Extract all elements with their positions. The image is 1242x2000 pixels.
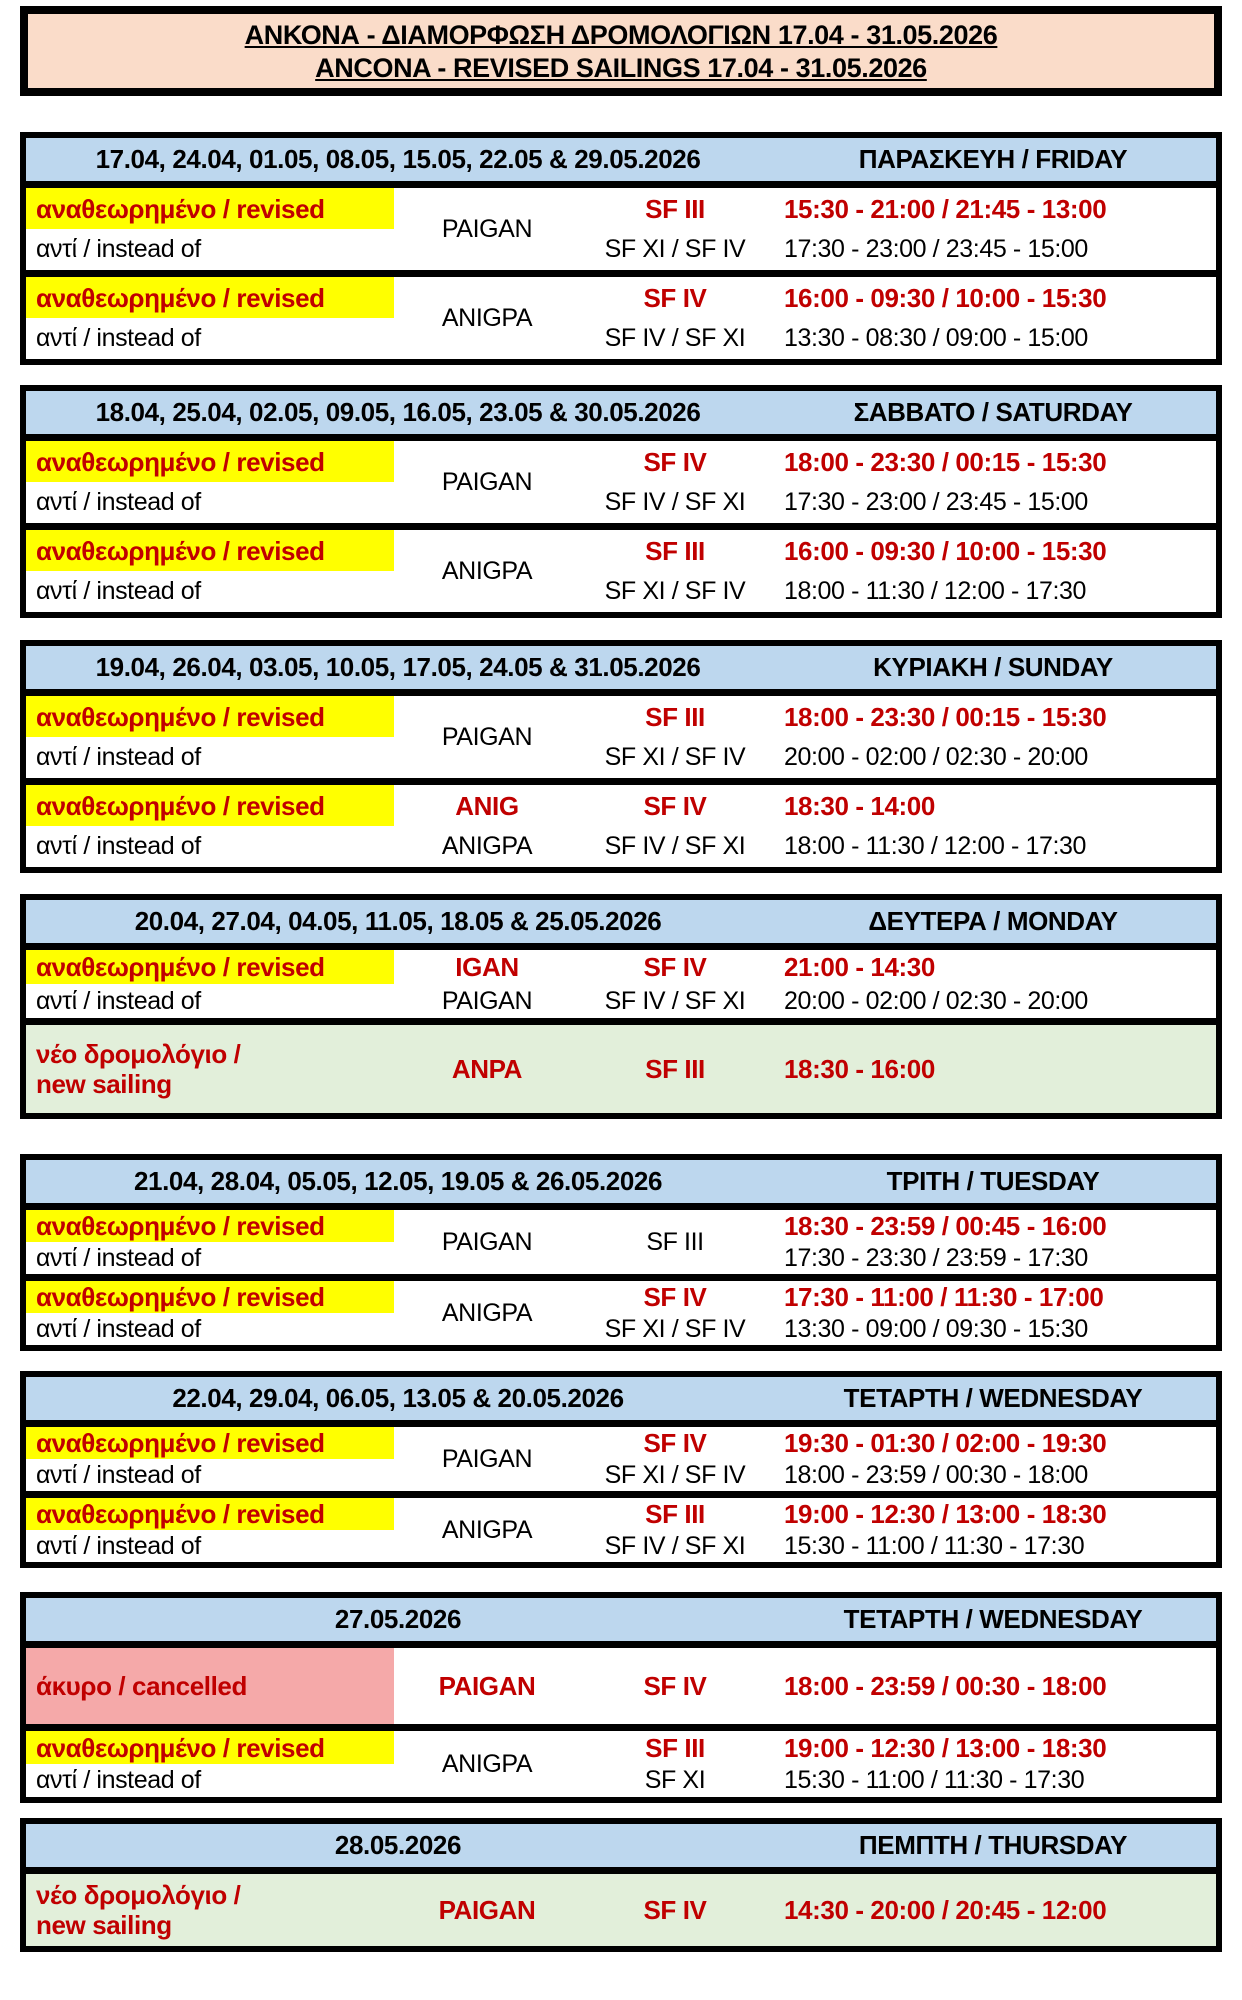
vessel-code: SF III <box>645 193 705 224</box>
sailing-times: 13:30 - 08:30 / 09:00 - 15:00 <box>784 324 1088 353</box>
document-title-greek: ΑΝΚΟΝΑ - ΔΙΑΜΟΡΦΩΣΗ ΔΡΟΜΟΛΟΓΙΩΝ 17.04 - 31.05.2026 <box>244 20 998 50</box>
schedule-section <box>20 1371 1222 1568</box>
status-label-text: αντί / instead of <box>36 1460 201 1489</box>
sailing-times: 18:00 - 11:30 / 12:00 - 17:30 <box>784 577 1087 606</box>
vessel-code: SF IV <box>643 1895 707 1926</box>
sailing-times: 18:00 - 23:30 / 00:15 - 15:30 <box>784 701 1107 732</box>
sailing-group <box>26 778 1216 867</box>
sailing-times: 20:00 - 02:00 / 02:30 - 20:00 <box>784 743 1088 772</box>
ship-name: ANIGPA <box>441 1298 533 1327</box>
sailing-group <box>26 1724 1216 1797</box>
status-label-text: αντί / instead of <box>36 1243 201 1272</box>
status-label-text: άκυρο / cancelled <box>36 1671 247 1702</box>
vessel-code: SF IV / SF XI <box>604 986 746 1015</box>
vessel-code: SF III <box>645 1499 705 1530</box>
section-dates: 28.05.2026 <box>334 1830 462 1861</box>
document-title-box <box>20 6 1222 96</box>
sailing-times: 18:00 - 23:30 / 00:15 - 15:30 <box>784 446 1107 477</box>
status-label <box>26 571 394 612</box>
section-dates: 21.04, 28.04, 05.05, 12.05, 19.05 & 26.05.2026 <box>133 1166 663 1197</box>
status-label-text: αναθεωρημένο / revised <box>36 1732 325 1763</box>
status-label-text: αντί / instead of <box>36 986 201 1015</box>
status-label-text: αναθεωρημένο / revised <box>36 790 325 821</box>
section-header <box>26 138 1216 188</box>
schedule-sections <box>20 132 1222 1952</box>
status-label <box>26 950 394 984</box>
status-label-text: αντί / instead of <box>36 235 201 264</box>
document-title-english: ANCONA - REVISED SAILINGS 17.04 - 31.05.2026 <box>315 53 927 84</box>
section-header <box>26 1377 1216 1427</box>
section-day: ΤΕΤΑΡΤΗ / WEDNESDAY <box>843 1604 1143 1635</box>
ship-name: PAIGAN <box>441 722 533 751</box>
section-day: ΔΕΥΤΕΡΑ / MONDAY <box>868 906 1118 937</box>
vessel-code: SF III <box>645 1054 705 1085</box>
status-label <box>26 1025 394 1113</box>
section-day: ΤΕΤΑΡΤΗ / WEDNESDAY <box>843 1383 1143 1414</box>
sailing-times: 14:30 - 20:00 / 20:45 - 12:00 <box>784 1895 1107 1926</box>
status-label <box>26 1498 394 1530</box>
ship-name: ANIGPA <box>441 556 533 585</box>
section-day: ΠΑΡΑΣΚΕΥΗ / FRIDAY <box>858 144 1128 175</box>
sailing-times: 13:30 - 09:00 / 09:30 - 15:30 <box>784 1314 1088 1343</box>
ship-name: ANIGPA <box>441 832 533 861</box>
status-label-text: αναθεωρημένο / revised <box>36 446 325 477</box>
status-label <box>26 1530 394 1562</box>
sailing-times: 17:30 - 23:00 / 23:45 - 15:00 <box>784 488 1088 517</box>
vessel-code: SF III <box>646 1227 704 1256</box>
status-label-text: νέο δρομολόγιο / <box>36 1038 241 1069</box>
schedule-section <box>20 132 1222 365</box>
status-label <box>26 277 394 318</box>
sailing-times: 18:30 - 14:00 <box>784 790 935 821</box>
status-label-text: νέο δρομολόγιο / <box>36 1879 241 1910</box>
sailing-times: 19:00 - 12:30 / 13:00 - 18:30 <box>784 1499 1107 1530</box>
status-label <box>26 1210 394 1242</box>
section-header <box>26 1598 1216 1648</box>
sailing-times: 15:30 - 11:00 / 11:30 - 17:30 <box>784 1766 1085 1795</box>
vessel-code: SF XI / SF IV <box>604 1460 746 1489</box>
sailing-group <box>26 1018 1216 1113</box>
sailing-times: 20:00 - 02:00 / 02:30 - 20:00 <box>784 986 1088 1015</box>
sailing-times: 18:00 - 23:59 / 00:30 - 18:00 <box>784 1460 1088 1489</box>
status-label <box>26 318 394 359</box>
vessel-code: SF XI <box>644 1766 706 1795</box>
sailing-group <box>26 696 1216 778</box>
sailing-times: 15:30 - 21:00 / 21:45 - 13:00 <box>784 193 1107 224</box>
ship-name: ANIGPA <box>441 303 533 332</box>
status-label-text: αντί / instead of <box>36 743 201 772</box>
ship-name: ANIGPA <box>441 1515 533 1544</box>
ship-name: PAIGAN <box>438 1671 536 1702</box>
status-label <box>26 1874 394 1946</box>
sailing-times: 19:00 - 12:30 / 13:00 - 18:30 <box>784 1732 1107 1763</box>
vessel-code: SF IV <box>643 1282 707 1313</box>
section-header <box>26 1160 1216 1210</box>
schedule-section <box>20 640 1222 873</box>
sailing-times: 21:00 - 14:30 <box>784 952 935 983</box>
sailing-times: 18:30 - 23:59 / 00:45 - 16:00 <box>784 1211 1107 1242</box>
status-label-text: αναθεωρημένο / revised <box>36 535 325 566</box>
vessel-code: SF IV / SF XI <box>604 1531 746 1560</box>
sailing-group <box>26 950 1216 1018</box>
sailing-times: 16:00 - 09:30 / 10:00 - 15:30 <box>784 535 1107 566</box>
sailing-group <box>26 1427 1216 1491</box>
sailing-times: 19:30 - 01:30 / 02:00 - 19:30 <box>784 1428 1107 1459</box>
status-label-text: αντί / instead of <box>36 324 201 353</box>
status-label-text: αντί / instead of <box>36 1766 201 1795</box>
section-dates: 19.04, 26.04, 03.05, 10.05, 17.05, 24.05 & 31.05.2026 <box>95 652 701 683</box>
section-header <box>26 1824 1216 1874</box>
sailing-group <box>26 1874 1216 1946</box>
status-label-text: αντί / instead of <box>36 832 201 861</box>
sailing-group <box>26 1274 1216 1345</box>
status-label <box>26 1648 394 1724</box>
status-label <box>26 188 394 229</box>
sailing-times: 17:30 - 11:00 / 11:30 - 17:00 <box>784 1282 1104 1313</box>
sailing-group <box>26 441 1216 523</box>
status-label-text: αντί / instead of <box>36 1314 201 1343</box>
status-label-text: αναθεωρημένο / revised <box>36 1499 325 1530</box>
vessel-code: SF XI / SF IV <box>604 743 746 772</box>
ship-name: PAIGAN <box>441 467 533 496</box>
status-label <box>26 1427 394 1459</box>
sailing-group <box>26 523 1216 612</box>
sailing-times: 18:00 - 11:30 / 12:00 - 17:30 <box>784 832 1087 861</box>
ship-name: PAIGAN <box>441 986 533 1015</box>
status-label-text: αναθεωρημένο / revised <box>36 1428 325 1459</box>
vessel-code: SF XI / SF IV <box>604 1314 746 1343</box>
status-label <box>26 785 394 826</box>
sailing-group <box>26 1648 1216 1724</box>
vessel-code: SF IV <box>643 446 707 477</box>
section-dates: 20.04, 27.04, 04.05, 11.05, 18.05 & 25.05.2026 <box>134 906 662 937</box>
vessel-code: SF III <box>645 535 705 566</box>
sailing-group <box>26 270 1216 359</box>
section-day: ΣΑΒΒΑΤΟ / SATURDAY <box>853 397 1133 428</box>
schedule-section <box>20 1592 1222 1803</box>
status-label <box>26 1459 394 1491</box>
status-label-text: αντί / instead of <box>36 488 201 517</box>
status-label-text: αναθεωρημένο / revised <box>36 282 325 313</box>
ship-name: ANPA <box>451 1054 523 1085</box>
vessel-code: SF IV / SF XI <box>604 832 746 861</box>
status-label-text: αναθεωρημένο / revised <box>36 952 325 983</box>
vessel-code: SF IV / SF XI <box>604 488 746 517</box>
status-label <box>26 696 394 737</box>
ship-name: PAIGAN <box>438 1895 536 1926</box>
vessel-code: SF IV <box>643 790 707 821</box>
section-day: ΠΕΜΠΤΗ / THURSDAY <box>858 1830 1128 1861</box>
ship-name: ANIG <box>455 790 519 821</box>
status-label <box>26 1281 394 1313</box>
status-label-text: αναθεωρημένο / revised <box>36 701 325 732</box>
sailing-group <box>26 1491 1216 1562</box>
vessel-code: SF IV / SF XI <box>604 324 746 353</box>
section-dates: 17.04, 24.04, 01.05, 08.05, 15.05, 22.05 & 29.05.2026 <box>95 144 701 175</box>
schedule-section <box>20 894 1222 1119</box>
status-label <box>26 737 394 778</box>
sailing-times: 18:00 - 23:59 / 00:30 - 18:00 <box>784 1671 1107 1702</box>
schedule-section <box>20 1818 1222 1952</box>
section-dates: 27.05.2026 <box>334 1604 462 1635</box>
status-label <box>26 1731 394 1764</box>
status-label-text: αντί / instead of <box>36 1531 201 1560</box>
status-label-text: new sailing <box>36 1910 172 1941</box>
vessel-code: SF XI / SF IV <box>604 577 746 606</box>
section-header <box>26 391 1216 441</box>
ship-name: PAIGAN <box>441 214 533 243</box>
ship-name: ANIGPA <box>441 1749 533 1778</box>
vessel-code: SF III <box>645 1732 705 1763</box>
schedule-section <box>20 1154 1222 1351</box>
status-label <box>26 1313 394 1345</box>
sailing-times: 15:30 - 11:00 / 11:30 - 17:30 <box>784 1531 1085 1560</box>
vessel-code: SF IV <box>643 282 707 313</box>
status-label <box>26 1764 394 1797</box>
section-header <box>26 646 1216 696</box>
section-header <box>26 900 1216 950</box>
section-day: ΚΥΡΙΑΚΗ / SUNDAY <box>873 652 1113 683</box>
status-label <box>26 826 394 867</box>
sailing-times: 17:30 - 23:00 / 23:45 - 15:00 <box>784 235 1088 264</box>
status-label-text: new sailing <box>36 1069 172 1100</box>
schedule-section <box>20 385 1222 618</box>
ship-name: PAIGAN <box>441 1227 533 1256</box>
vessel-code: SF IV <box>643 1671 707 1702</box>
ship-name: IGAN <box>455 952 519 983</box>
status-label <box>26 530 394 571</box>
status-label <box>26 984 394 1018</box>
status-label-text: αναθεωρημένο / revised <box>36 1211 325 1242</box>
sailing-group <box>26 188 1216 270</box>
vessel-code: SF IV <box>643 1428 707 1459</box>
section-dates: 22.04, 29.04, 06.05, 13.05 & 20.05.2026 <box>172 1383 624 1414</box>
status-label <box>26 1242 394 1274</box>
status-label-text: αντί / instead of <box>36 577 201 606</box>
sailing-times: 17:30 - 23:30 / 23:59 - 17:30 <box>784 1243 1088 1272</box>
section-day: ΤΡΙΤΗ / TUESDAY <box>886 1166 1100 1197</box>
ship-name: PAIGAN <box>441 1444 533 1473</box>
vessel-code: SF III <box>645 701 705 732</box>
vessel-code: SF XI / SF IV <box>604 235 746 264</box>
sailing-group <box>26 1210 1216 1274</box>
status-label <box>26 229 394 270</box>
vessel-code: SF IV <box>643 952 707 983</box>
status-label-text: αναθεωρημένο / revised <box>36 193 325 224</box>
sailing-times: 18:30 - 16:00 <box>784 1054 935 1085</box>
sailing-times: 16:00 - 09:30 / 10:00 - 15:30 <box>784 282 1107 313</box>
status-label <box>26 482 394 523</box>
status-label <box>26 441 394 482</box>
status-label-text: αναθεωρημένο / revised <box>36 1282 325 1313</box>
section-dates: 18.04, 25.04, 02.05, 09.05, 16.05, 23.05 & 30.05.2026 <box>95 397 701 428</box>
